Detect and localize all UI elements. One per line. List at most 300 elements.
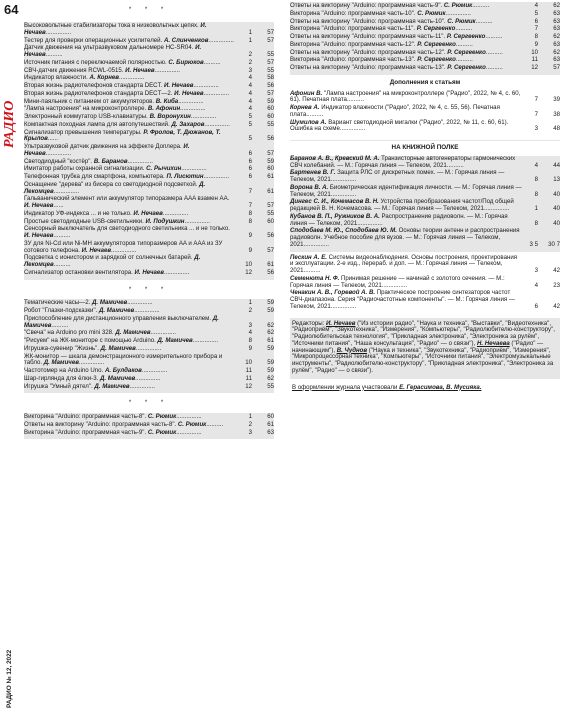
entry-text	[24, 316, 238, 330]
toc-entry	[290, 185, 560, 199]
entry-dots: ..........	[472, 2, 490, 9]
right-column	[290, 2, 560, 395]
entry-text	[24, 338, 238, 345]
entry-author: Дингес С. И., Кочемасов В. Н.	[290, 198, 379, 206]
entry-text	[290, 91, 524, 105]
entry-text	[24, 91, 238, 98]
right-section-quiz	[290, 2, 560, 75]
entry-text	[24, 226, 238, 240]
entry-page: 30 7	[548, 240, 560, 248]
entry-text	[24, 422, 238, 429]
entry-author: Афонин В.	[290, 89, 323, 97]
entry-title: Источник питания с переключаемой полярностью.	[24, 58, 169, 66]
credits-section	[290, 379, 560, 396]
entry-issue: 8	[248, 217, 252, 225]
entry-title: СВЧ-датчик движения RCWL-0515.	[24, 66, 126, 74]
entry-dots: ...............	[176, 428, 202, 436]
entry-author: И. Нечаев	[24, 44, 202, 58]
entry-author: Р. Сергеенко	[447, 64, 486, 71]
entry-issue: 7	[248, 202, 252, 209]
entry-author: И. Нечаев	[81, 246, 112, 254]
entry-issue: 11	[245, 367, 252, 374]
entry-issue: 6	[534, 302, 538, 310]
toc-entry	[290, 34, 560, 41]
toc-entry	[24, 122, 274, 129]
entry-title: Частотомер на Arduino Uno.	[24, 367, 105, 374]
entry-dots: ..........	[45, 51, 63, 58]
entry-issue: 1	[248, 28, 252, 36]
entry-dots: ...............	[45, 149, 72, 157]
entry-dots: ..........	[455, 40, 473, 48]
entry-text	[24, 68, 238, 75]
editors-section	[290, 318, 560, 379]
toc-entry	[290, 11, 560, 18]
entry-title: "Лампа настроения" на микроконтроллере.	[24, 105, 148, 113]
entry-dots: ..........	[303, 267, 321, 274]
entry-page: 61	[267, 187, 274, 195]
entry-title: Устройства преобразования частот/Под общей редакцией В. Н. Кочемасова. — М.: Горячая линия — Телеком, 2021	[290, 198, 514, 212]
entry-issue: 11	[245, 374, 252, 382]
entry-issue: 10	[245, 359, 252, 367]
entry-title: "Лампа настроения" на микроконтроллере ("Радио", 2022, № 4, с. 60, 61). Печатная плата	[290, 89, 521, 104]
entry-author: С. Рюмик	[447, 17, 476, 25]
entry-page: 13	[553, 176, 560, 183]
entry-text	[24, 122, 238, 129]
toc-entry	[24, 414, 274, 421]
editor-name: В. Чуднов	[336, 346, 368, 354]
entry-dots: ...............	[357, 219, 383, 227]
toc-entry	[290, 42, 560, 49]
entry-author: Д. Мамичев	[43, 359, 79, 367]
entry-title: Игрушка-сувенир "Жизнь".	[24, 344, 101, 352]
toc-entry	[24, 68, 274, 75]
entry-issue: 9	[248, 344, 252, 352]
entry-page: 40	[553, 190, 560, 198]
editor-rubrics: ("Из истории радио", "Наука и техника", "Выставки", "Видеотехника", "Радиоприём", "Звукотехника", "Измерения", "Компьютеры", "Радиолюбителю-конструктору", "Радиолюбительская технология", "Прикладная электроника", "Электроника за рулём", "Источники питания", "Наша консультация", "Радио" — о связи"),	[292, 319, 555, 347]
entry-author: А. Слинченков	[163, 36, 209, 44]
toc-entry	[290, 65, 560, 72]
entry-text	[24, 196, 238, 210]
entry-text	[290, 57, 524, 64]
entry-title: Принимая решение — начинай с золотого сечения. — М.: Горячая линия — Телеком, 2021	[290, 274, 505, 289]
entry-text	[24, 130, 238, 144]
entry-author: Р. Сергеенко	[447, 48, 486, 56]
entry-author: И. Нечаев	[174, 89, 204, 97]
entry-dots: ...............	[78, 359, 105, 367]
entry-text	[24, 330, 238, 337]
credits-text	[290, 383, 560, 394]
entry-issue: 2	[248, 51, 252, 58]
toc-entry	[24, 430, 274, 437]
entry-author: Д. Мамичев	[115, 329, 151, 337]
entry-issue: 6	[248, 149, 252, 157]
entry-title: Викторина "Arduino: программная часть-13".	[290, 56, 418, 64]
separator-stars: * * *	[24, 280, 274, 300]
entry-issue: 4	[248, 89, 252, 97]
toc-entry	[24, 83, 274, 90]
toc-entry	[24, 330, 274, 337]
entry-dots: ...............	[162, 209, 189, 217]
toc-entry	[290, 57, 560, 64]
entry-page: 59	[267, 97, 274, 105]
entry-text	[290, 19, 524, 26]
entry-author: И. Нечаев	[24, 22, 207, 36]
entry-dots: ..........	[475, 17, 493, 25]
entry-title: "Свеча" на Arduino pro mini 328.	[24, 329, 116, 337]
toc-entry	[290, 228, 560, 248]
entry-page: 60	[267, 165, 274, 173]
entry-dots: ...............	[134, 307, 160, 314]
entry-title: Викторина "Arduino: программная часть-10".	[290, 9, 418, 17]
toc-entry	[24, 114, 274, 121]
entry-text	[290, 290, 524, 310]
entry-page: 62	[267, 329, 274, 337]
entry-page: 62	[553, 2, 560, 9]
entry-author: Р. Сергеенко	[446, 33, 486, 40]
entry-author: П. Лисютин	[166, 173, 204, 180]
entry-author: Д. Лекомцев	[24, 180, 206, 195]
entry-dots: ...............	[127, 299, 153, 307]
entry-title: Датчик движения на ультразвуковом дальномере HC-SR04.	[24, 44, 196, 52]
entry-dots: ...............	[483, 205, 510, 212]
toc-entry	[24, 308, 274, 315]
entry-dots: ...............	[330, 302, 357, 310]
toc-entry	[290, 120, 560, 134]
editors-text	[290, 319, 560, 377]
entry-text	[24, 106, 238, 113]
entry-issue: 5	[248, 135, 252, 143]
entry-text	[290, 255, 524, 275]
entry-title: Викторина "Arduino: программная часть-12".	[290, 40, 418, 48]
toc-entry	[24, 241, 274, 255]
entry-page: 55	[267, 66, 274, 74]
entry-text	[24, 159, 238, 166]
left-section-2	[24, 299, 274, 393]
entry-dots: ..........	[51, 321, 69, 329]
entry-text	[290, 199, 524, 213]
entry-author: Р. Сергеенко	[417, 56, 456, 64]
separator-stars: * * *	[24, 0, 274, 20]
entry-issue: 7	[534, 96, 538, 104]
entry-dots: ..........	[53, 232, 71, 239]
entry-issue: 3	[534, 267, 538, 274]
entry-text	[24, 99, 238, 106]
toc-entry	[290, 105, 560, 119]
toc-entry	[290, 255, 560, 275]
entry-text	[24, 38, 238, 45]
entry-page: 57	[267, 36, 274, 44]
entry-author: Д. Лекомцев	[24, 254, 201, 268]
entry-dots: ..........	[206, 420, 224, 428]
entry-dots: ...............	[154, 66, 180, 74]
entry-author: Кубанов В. П., Ружников В. А.	[290, 212, 380, 220]
credits-names: Е. Герасимова, В. Мусияка.	[399, 383, 482, 391]
entry-author: С. Рюмик	[417, 9, 446, 17]
entry-text	[290, 3, 524, 10]
entry-issue: 3 5	[529, 240, 538, 248]
entry-author: В. Киба	[155, 97, 179, 105]
entry-issue: 2	[248, 307, 252, 314]
entry-text	[290, 105, 524, 119]
entry-dots: ...............	[203, 173, 229, 180]
entry-dots: ...............	[192, 337, 219, 344]
entry-author: Д. Мамичев	[24, 314, 219, 329]
entry-dots: ...............	[303, 240, 329, 248]
entry-page: 63	[553, 56, 560, 64]
entry-title: Биометрическая идентификация личности. — М.: Горячая линия — Телеком, 2021	[290, 183, 522, 198]
entry-title: Тестер для проверки операционных усилителей.	[24, 36, 164, 44]
entry-issue: 8	[534, 33, 538, 40]
entry-issue: 6	[534, 17, 538, 25]
entry-text	[290, 65, 524, 72]
editors-intro: Редакторы:	[292, 319, 326, 327]
entry-issue: 4	[248, 97, 252, 105]
entry-issue: 8	[534, 176, 538, 183]
toc-entry	[290, 290, 560, 310]
bookshelf-section-2	[290, 252, 560, 314]
entry-author: Д. Мамичев	[92, 299, 128, 307]
entry-page: 57	[267, 89, 274, 97]
entry-author: Бартенев В. Г.	[290, 169, 336, 177]
entry-title: Приспособление для дистанционного управления выключателем.	[24, 314, 213, 322]
entry-title: Компактная походная лампа для автопутешествий.	[24, 120, 172, 128]
entry-issue: 12	[531, 64, 538, 71]
entry-dots: ...............	[339, 125, 366, 133]
entry-page: 63	[553, 17, 560, 25]
editor-rubrics: ("Наука и техника", "Звукотехника", "Радиоприём", "Измерения", "Микропроцессорная техника", "Компьютеры", "Источники питания", "Электромузыкальные инструменты", "Радиолюбителю-конструктору", "Прикладная электроника", "Электроника за рулём", "Радио" — о связи").	[292, 346, 554, 374]
entry-title: Вторая жизнь радиотелефонов стандарта DECT—2.	[24, 89, 175, 97]
entry-title: Вариант светодиодной мигалки ("Радио", 2022, № 11, с. 60, 61). Ошибка на схеме	[290, 118, 509, 133]
entry-issue: 3	[534, 125, 538, 133]
entry-text	[24, 166, 238, 173]
entry-title: Ответы на викторину "Arduino: программная часть-9".	[290, 2, 444, 9]
entry-title: Ответы на викторину "Arduino: программная часть-11".	[290, 33, 447, 40]
entry-text	[24, 45, 238, 59]
entry-issue: 5	[248, 113, 252, 120]
entry-issue: 6	[248, 165, 252, 173]
entry-text	[24, 346, 238, 353]
entry-text	[290, 214, 524, 228]
entry-page: 59	[267, 344, 274, 352]
entry-text	[24, 354, 238, 368]
entry-title: Оснащение "дерева" из бисера со светодиодной подсветкой.	[24, 180, 200, 188]
toc-entry	[24, 338, 274, 345]
entry-dots: ...............	[150, 329, 176, 337]
entry-author: Баранов А. В., Кревский М. А.	[290, 154, 380, 162]
entry-page: 57	[553, 64, 560, 71]
entry-page: 59	[267, 307, 274, 314]
toc-entry	[290, 276, 560, 290]
toc-entry	[24, 226, 274, 240]
entry-issue: 8	[248, 209, 252, 217]
entry-dots: ...............	[193, 82, 219, 89]
entry-text	[290, 156, 524, 170]
entry-issue: 4	[534, 281, 538, 289]
entry-page: 57	[267, 149, 274, 157]
toc-entry	[24, 106, 274, 113]
toc-entry	[24, 255, 274, 269]
entry-dots: ..........	[485, 48, 503, 56]
entry-page: 61	[267, 420, 274, 428]
entry-text	[24, 430, 238, 437]
entry-dots: ......	[47, 135, 58, 143]
additions-heading: Дополнения к статьям	[389, 78, 461, 86]
entry-text	[290, 11, 524, 18]
entry-page: 57	[267, 246, 274, 254]
separator-stars: * * *	[24, 393, 274, 413]
entry-page: 63	[553, 40, 560, 48]
toc-entry	[24, 196, 274, 210]
entry-page: 61	[267, 337, 274, 344]
entry-dots: ...............	[208, 36, 234, 44]
entry-author: С. Рычихин	[146, 165, 182, 173]
entry-text	[24, 83, 238, 90]
toc-entry	[290, 19, 560, 26]
entry-issue: 8	[534, 219, 538, 227]
entry-issue: 6	[248, 173, 252, 180]
entry-author: Шумилов А.	[290, 118, 327, 126]
entry-title: Сигнализатор остановки вентилятора.	[24, 268, 135, 276]
entry-text	[24, 241, 238, 255]
entry-dots: ..........	[346, 96, 364, 104]
entry-text	[24, 300, 238, 307]
entry-text	[24, 308, 238, 315]
entry-issue: 5	[534, 9, 538, 17]
toc-entry	[24, 211, 274, 218]
entry-issue: 2	[248, 58, 252, 66]
entry-title: ЖК-монитор — шкала демонстрационного измерительного прибора и табло.	[24, 352, 223, 367]
entry-issue: 6	[248, 157, 252, 165]
entry-text	[24, 75, 238, 82]
entry-text	[24, 270, 238, 277]
entry-page: 38	[553, 110, 560, 118]
entry-text	[24, 384, 238, 391]
entry-author: Д. Мамичев	[94, 382, 130, 390]
entry-dots: ...............	[381, 281, 408, 289]
entry-dots: ...............	[180, 105, 206, 113]
toc-entry	[290, 214, 560, 228]
toc-entry	[24, 384, 274, 391]
entry-author: Корнев А.	[290, 104, 320, 111]
entry-text	[290, 42, 524, 49]
left-section-3	[24, 413, 274, 439]
toc-entry	[24, 23, 274, 37]
entry-issue: 4	[248, 105, 252, 113]
entry-page: 39	[553, 96, 560, 104]
entry-issue: 7	[248, 187, 252, 195]
toc-entry	[290, 170, 560, 184]
entry-author: С. Рюмик	[147, 428, 177, 436]
entry-page: 56	[267, 232, 274, 239]
entry-text	[290, 170, 524, 184]
entry-author: С. Рюмик	[147, 413, 177, 420]
entry-text	[24, 144, 238, 158]
entry-text	[24, 211, 238, 218]
entry-page: 63	[553, 9, 560, 17]
entry-page: 60	[267, 217, 274, 225]
entry-dots: ..........	[485, 64, 503, 71]
toc-entry	[24, 316, 274, 330]
entry-page: 59	[267, 367, 274, 374]
entry-text	[290, 120, 524, 134]
entry-title: Сенсорный выключатель для светодиодного светильника ... и не только.	[24, 225, 230, 233]
entry-page: 56	[267, 135, 274, 143]
bookshelf-section	[290, 140, 560, 252]
entry-dots: ...............	[181, 165, 207, 173]
toc-entry	[24, 368, 274, 375]
entry-issue: 8	[534, 190, 538, 198]
entry-author: И. Подушкин	[145, 217, 185, 225]
issue-label-text: РАДИО № 12, 2022	[6, 649, 13, 708]
toc-entry	[24, 99, 274, 106]
entry-author: Р. Фролов, Т. Дюжанов, Т. Крылов	[24, 128, 221, 143]
entry-issue: 10	[245, 261, 252, 268]
entry-author: И. Нечаев	[133, 209, 163, 217]
entry-issue: 7	[534, 25, 538, 33]
entry-author: И. Нечаев	[24, 143, 190, 157]
entry-page: 56	[267, 82, 274, 89]
entry-dots: ...............	[178, 97, 204, 105]
entry-title: Распространение радиоволн. — М.: Горячая линия — Телеком, 2021	[290, 212, 508, 227]
entry-dots: ...............	[203, 89, 229, 97]
entry-page: 42	[553, 267, 560, 274]
toc-entry	[290, 3, 560, 10]
entry-issue: 1	[248, 413, 252, 420]
entry-page: 55	[267, 51, 274, 58]
entry-title: Мини-паяльник с питанием от аккумуляторов.	[24, 97, 156, 105]
entry-dots: ......	[53, 202, 64, 209]
entry-dots: ...............	[445, 9, 472, 17]
toc-entry	[24, 38, 274, 45]
radio-logo-text: РАДИО	[2, 100, 17, 148]
entry-issue: 4	[248, 329, 252, 337]
entry-dots: ...............	[118, 74, 145, 82]
editor-name: Н. Нечаева	[476, 339, 510, 347]
toc-entry	[24, 182, 274, 196]
entry-dots: ...............	[330, 190, 357, 198]
entry-dots: ...............	[176, 413, 202, 420]
toc-entry	[24, 300, 274, 307]
radio-logo	[1, 60, 17, 150]
toc-entry	[24, 144, 274, 158]
entry-title: Сигнализатор превышения температуры.	[24, 128, 144, 136]
entry-issue: 5	[248, 120, 252, 128]
additions-section	[290, 75, 560, 136]
entry-issue: 3	[248, 321, 252, 329]
entry-page: 63	[553, 25, 560, 33]
entry-author: Д. Захаров	[171, 120, 205, 128]
entry-author: Р. Сергеенко	[417, 40, 456, 48]
entry-dots: ...............	[190, 113, 217, 120]
entry-page: 55	[267, 382, 274, 390]
entry-dots: ...............	[330, 176, 357, 183]
entry-issue: 4	[248, 74, 252, 82]
entry-issue: 1	[534, 205, 538, 212]
entry-issue: 3	[248, 428, 252, 436]
entry-author: Сподобаев М. Ю., Сподобаев Ю. М.	[290, 227, 397, 235]
entry-title: Светодиодный "костёр".	[24, 157, 94, 165]
entry-title: Простые светодиодные USB-светильники.	[24, 217, 146, 225]
entry-text	[290, 34, 524, 41]
entry-title: Имитатор работы охранной сигнализации.	[24, 165, 147, 173]
entry-dots: ..........	[455, 56, 473, 64]
entry-page: 59	[267, 299, 274, 307]
toc-entry	[24, 166, 274, 173]
entry-page: 60	[267, 105, 274, 113]
entry-text	[24, 376, 238, 383]
entry-author: И. Нечаев	[125, 66, 155, 74]
editor-name: И. Нечаев	[326, 319, 356, 327]
